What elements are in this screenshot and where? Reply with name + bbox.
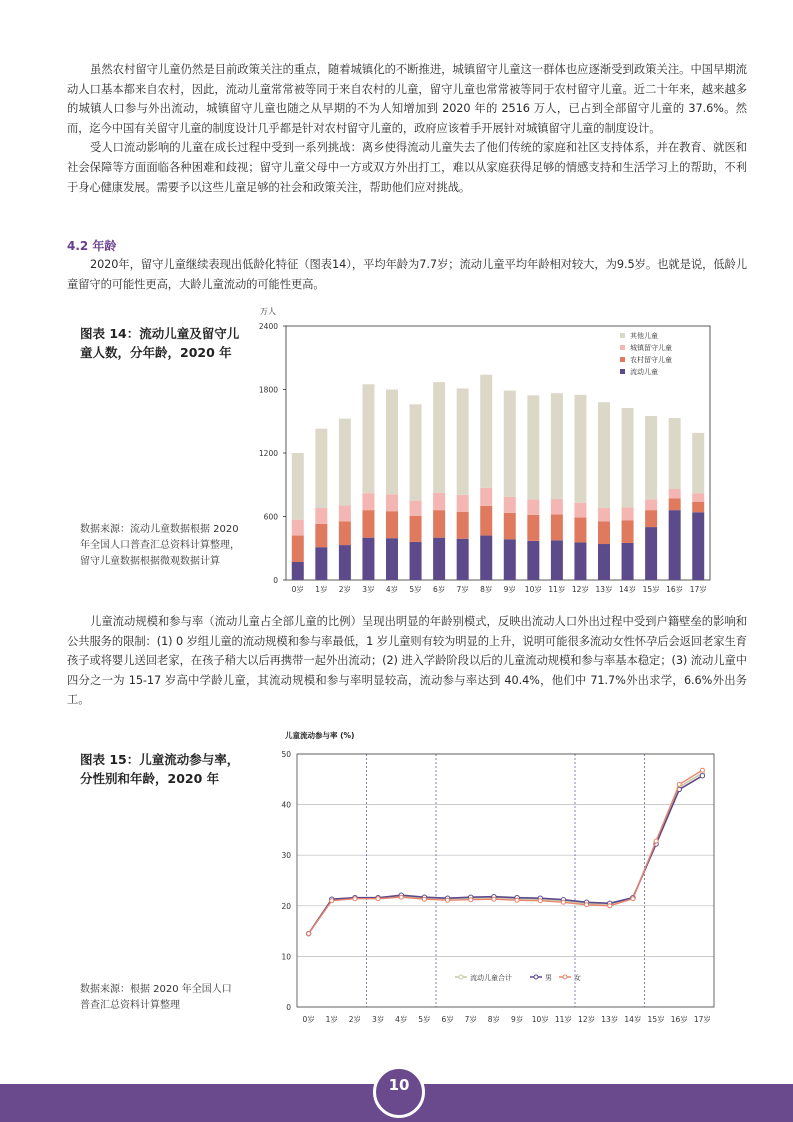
bar-segment [315, 429, 327, 508]
bar-segment [292, 536, 304, 562]
bar-segment [669, 418, 681, 489]
bar-segment [669, 499, 681, 511]
data-point [631, 897, 635, 901]
bar-segment [527, 395, 539, 499]
bar-segment [527, 515, 539, 541]
x-tick-label: 7岁 [456, 585, 469, 594]
data-point [654, 839, 658, 843]
x-tick-label: 14岁 [619, 585, 637, 594]
bar-segment [433, 382, 445, 493]
bar-segment [504, 497, 516, 513]
bar-segment [362, 384, 374, 493]
text-section-1 [67, 60, 747, 197]
bar-segment [645, 527, 657, 580]
bar-segment [339, 545, 351, 580]
bar-segment [551, 540, 563, 580]
bar-segment [457, 539, 469, 580]
legend-label: 流动儿童 [630, 368, 658, 376]
data-point [515, 898, 519, 902]
x-tick-label: 11岁 [548, 585, 566, 594]
x-tick-label: 7岁 [464, 1015, 477, 1024]
bar-segment [598, 508, 610, 521]
bar-segment [339, 505, 351, 521]
legend-label: 流动儿童合计 [470, 974, 512, 982]
bar-segment [433, 538, 445, 580]
bar-segment [598, 402, 610, 508]
legend-marker [563, 975, 567, 979]
bar-segment [292, 453, 304, 520]
x-tick-label: 2岁 [348, 1015, 362, 1024]
paragraph: 2020年，留守儿童继续表现出低龄化特征（图表14），平均年龄为7.7岁；流动儿童平均年龄相对较大，为9.5岁。也就是说，低龄儿童留守的可能性更高，大龄儿童流动的可能性更高。 [67, 258, 747, 291]
y-tick-label: 1200 [258, 449, 278, 458]
data-point [700, 774, 704, 778]
x-tick-label: 9岁 [503, 585, 516, 594]
bar-segment [551, 514, 563, 540]
x-tick-label: 5岁 [418, 1015, 431, 1024]
bar-segment [692, 433, 704, 493]
x-tick-label: 13岁 [595, 585, 613, 594]
paragraph: 儿童流动规模和参与率（流动儿童占全部儿童的比例）呈现出明显的年龄别模式，反映出流动人口外出过程中受到户籍壁垒的影响和公共服务的限制：(1) 0 岁组儿童的流动规模和参与率最低，1 岁儿童则有较为明显的上升，说明可能很多流动女性怀孕后会返回老家生育孩子或将婴儿送回老家，在孩子稍大以后再携带一起外出流动；(2) 进入学龄阶段以后的儿童流动规模和参与率基本稳定；(3) 流动儿童中四分之一为 15-17 岁高中学龄儿童，其流动规模和参与率明显较高，流动参与率达到 40.4%，他们中 71.7%外出求学，6.6%外出务工。 [67, 615, 747, 707]
bar-segment [622, 408, 634, 507]
bar-segment [551, 499, 563, 514]
section-heading: 4.2 年龄 [67, 239, 117, 253]
bar-segment [410, 501, 422, 516]
x-tick-label: 1岁 [325, 1015, 338, 1024]
legend-marker [534, 975, 538, 979]
bar-segment [527, 500, 539, 515]
bar-segment [315, 524, 327, 547]
bar-segment [457, 512, 469, 539]
bar-segment [292, 520, 304, 536]
bar-segment [504, 513, 516, 539]
x-tick-label: 12岁 [578, 1015, 596, 1024]
data-point [492, 897, 496, 901]
bar-segment [362, 493, 374, 510]
x-tick-label: 3岁 [371, 1015, 385, 1024]
figure-15-source: 数据来源：根据 2020 年全国人口普查汇总资料计算整理 [80, 984, 232, 1011]
bar-segment [551, 393, 563, 499]
bar-segment [598, 544, 610, 580]
x-tick-label: 16岁 [670, 1015, 688, 1024]
x-tick-label: 3岁 [362, 585, 375, 594]
x-tick-label: 8岁 [480, 585, 493, 594]
bar-segment [315, 547, 327, 580]
figure-14-title: 图表 14：流动儿童及留守儿童人数，分年龄，2020 年 [80, 326, 240, 360]
bar-segment [315, 508, 327, 524]
x-tick-label: 17岁 [693, 1015, 711, 1024]
bar-segment [598, 521, 610, 544]
bar-segment [362, 538, 374, 580]
data-point [561, 900, 565, 904]
x-tick-label: 0岁 [302, 1015, 315, 1024]
x-tick-label: 10岁 [531, 1015, 549, 1024]
data-point [422, 897, 426, 901]
x-tick-label: 9岁 [510, 1015, 524, 1024]
bar-segment [339, 521, 351, 545]
x-tick-label: 5岁 [409, 585, 422, 594]
bar-segment [622, 508, 634, 521]
legend-swatch [620, 333, 625, 338]
figure-15-title: 图表 15：儿童流动参与率，分性别和年龄，2020 年 [80, 752, 240, 786]
bar-segment [692, 512, 704, 580]
y-unit-label: 万人 [260, 307, 276, 316]
bar-segment [669, 489, 681, 499]
bar-segment [504, 539, 516, 580]
data-point [376, 897, 380, 901]
bar-segment [292, 562, 304, 580]
x-tick-label: 14岁 [624, 1015, 642, 1024]
bar-segment [645, 510, 657, 527]
y-tick-label: 0 [286, 1003, 291, 1012]
paragraph: 受人口流动影响的儿童在成长过程中受到一系列挑战：离乡使得流动儿童失去了他们传统的家庭和社区支持体系，并在教育、就医和社会保障等方面面临各种困难和歧视；留守儿童父母中一方或双方外出打工，难以从家庭获得足够的情感支持和生活学习上的帮助，不利于身心健康发展。需要予以这些儿童足够的社会和政策关注，帮助他们应对挑战。 [67, 141, 747, 194]
legend-label: 其他儿童 [630, 332, 658, 340]
page-number: 10 [388, 1076, 410, 1094]
data-point [538, 899, 542, 903]
y-tick-label: 2400 [258, 322, 278, 331]
legend-label: 城镇留守儿童 [630, 344, 672, 352]
data-point [330, 899, 334, 903]
x-tick-label: 15岁 [647, 1015, 665, 1024]
y-axis-title: 儿童流动参与率 (%) [285, 731, 355, 740]
x-tick-label: 4岁 [385, 585, 399, 594]
bar-segment [622, 520, 634, 543]
bar-segment [669, 510, 681, 580]
x-tick-label: 17岁 [689, 585, 707, 594]
y-tick-label: 50 [281, 750, 291, 759]
bar-segment [480, 488, 492, 506]
x-tick-label: 0岁 [291, 585, 304, 594]
bar-segment [692, 493, 704, 501]
bar-segment [339, 419, 351, 506]
x-tick-label: 13岁 [601, 1015, 619, 1024]
data-point [307, 932, 311, 936]
data-point [399, 895, 403, 899]
series-line [309, 776, 703, 934]
bar-segment [362, 510, 374, 538]
bar-segment [386, 511, 398, 538]
bar-segment [386, 538, 398, 580]
paragraph: 虽然农村留守儿童仍然是目前政策关注的重点，随着城镇化的不断推进，城镇留守儿童这一群体也应逐渐受到政策关注。中国早期流动人口基本都来自农村，因此，流动儿童常常被等同于来自农村的儿童，留守儿童也常常被等同于农村留守儿童。近二十年来，越来越多的城镇人口参与外出流动，城镇留守儿童也随之从早期的不为人知增加到 2020 年的 2516 万人，已占到全部留守儿童的 37.6%。然而，迄今中国有关留守儿童的制度设计几乎都是针对农村留守儿童的，政府应该着手开展针对城镇留守儿童的制度设计。 [67, 63, 747, 135]
bar-segment [433, 493, 445, 510]
y-tick-label: 40 [281, 800, 291, 810]
data-point [677, 782, 681, 786]
data-point [469, 898, 473, 902]
data-point [446, 898, 450, 902]
y-tick-label: 10 [281, 952, 291, 962]
bar-segment [574, 395, 586, 503]
series-line [309, 770, 703, 933]
x-tick-label: 16岁 [666, 585, 684, 594]
legend-swatch [620, 369, 625, 374]
bar-segment [457, 388, 469, 494]
bar-segment [574, 542, 586, 580]
x-tick-label: 4岁 [395, 1015, 408, 1024]
bar-segment [457, 495, 469, 512]
x-tick-label: 12岁 [571, 585, 589, 594]
y-tick-label: 1800 [258, 385, 278, 395]
legend-swatch [620, 345, 625, 350]
bar-segment [386, 494, 398, 511]
bar-segment [574, 503, 586, 518]
bar-segment [622, 543, 634, 580]
figure-15-chart [250, 728, 725, 1033]
bar-segment [480, 375, 492, 488]
bar-segment [480, 506, 492, 536]
bar-segment [645, 500, 657, 511]
text-section-3 [67, 612, 747, 710]
data-point [608, 904, 612, 908]
bar-segment [386, 390, 398, 495]
y-tick-label: 30 [281, 851, 291, 861]
plot-frame [297, 754, 714, 1007]
bar-segment [645, 416, 657, 500]
x-tick-label: 8岁 [487, 1015, 501, 1024]
bar-segment [410, 542, 422, 580]
x-tick-label: 6岁 [432, 585, 446, 594]
x-tick-label: 15岁 [642, 585, 660, 594]
legend-label: 农村留守儿童 [630, 356, 672, 364]
bar-segment [410, 404, 422, 500]
legend-swatch [620, 357, 625, 362]
legend-marker [459, 975, 463, 979]
data-point [353, 897, 357, 901]
x-tick-label: 10岁 [524, 585, 542, 594]
bar-segment [504, 391, 516, 497]
legend-label: 女 [574, 974, 581, 982]
bar-segment [433, 510, 445, 538]
data-point [585, 903, 589, 907]
bar-segment [480, 536, 492, 580]
bar-segment [574, 518, 586, 543]
bar-segment [527, 541, 539, 580]
series-line [309, 773, 703, 933]
bar-segment [692, 502, 704, 513]
bar-segment [410, 516, 422, 542]
y-tick-label: 600 [263, 512, 278, 522]
text-section-2 [67, 255, 747, 294]
figure-14-chart [250, 300, 720, 600]
figure-14-source: 数据来源：流动儿童数据根据 2020 年全国人口普查汇总资料计算整理，留守儿童数据根据微观数据计算 [80, 524, 240, 567]
x-tick-label: 11岁 [554, 1015, 572, 1024]
legend-label: 男 [545, 974, 552, 982]
x-tick-label: 6岁 [441, 1015, 454, 1024]
x-tick-label: 1岁 [315, 585, 328, 594]
data-point [700, 768, 704, 772]
y-tick-label: 0 [273, 576, 278, 585]
y-tick-label: 20 [281, 901, 291, 911]
x-tick-label: 2岁 [338, 585, 352, 594]
